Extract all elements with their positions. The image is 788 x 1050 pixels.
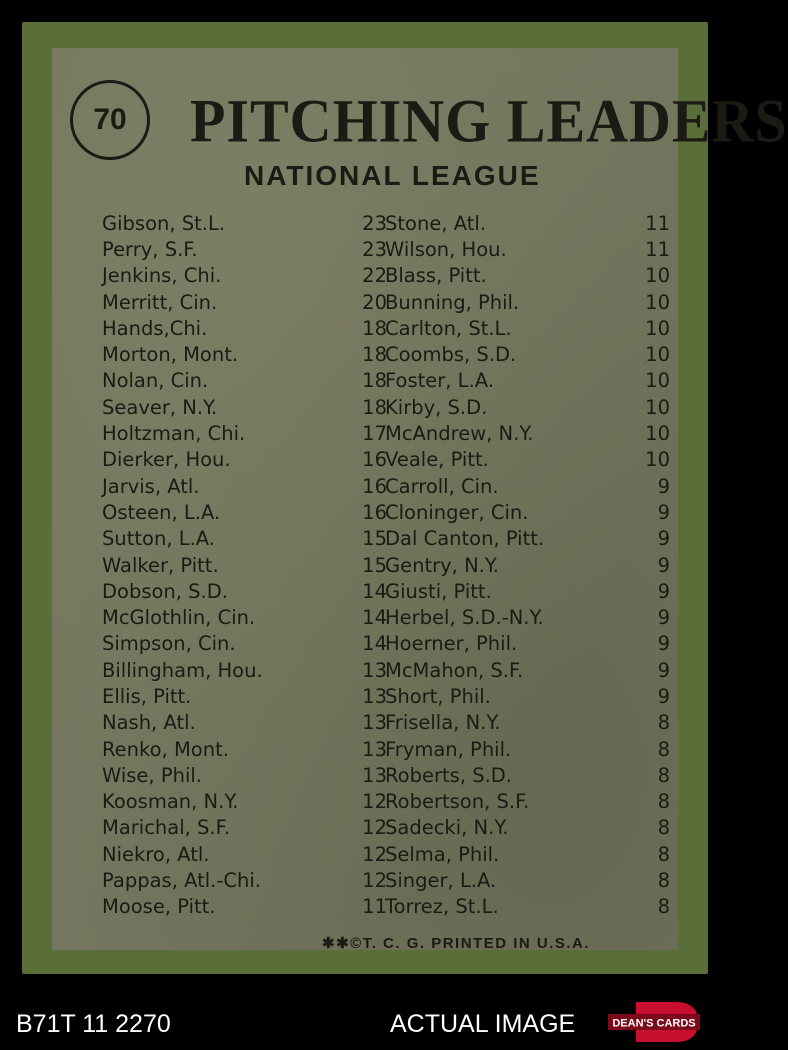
leader-row (102, 447, 387, 473)
leader-row (385, 289, 670, 315)
leader-row (385, 657, 670, 683)
leader-row (102, 526, 387, 552)
pitcher-name: Pappas, Atl.-Chi. (102, 869, 261, 893)
pitcher-wins: 18 (362, 343, 387, 367)
pitcher-wins: 13 (362, 658, 387, 682)
pitcher-name: Perry, S.F. (102, 237, 198, 261)
pitcher-wins: 16 (362, 448, 387, 472)
leader-row (385, 894, 670, 920)
leader-row (385, 499, 670, 525)
pitcher-name: Dobson, S.D. (102, 579, 228, 603)
pitcher-wins: 9 (657, 579, 670, 603)
pitcher-wins: 9 (657, 658, 670, 682)
leader-row (102, 683, 387, 709)
pitcher-wins: 10 (645, 316, 670, 340)
pitcher-wins: 23 (362, 211, 387, 235)
pitcher-name: Ellis, Pitt. (102, 684, 192, 708)
pitcher-wins: 11 (645, 237, 670, 261)
pitcher-wins: 20 (362, 290, 387, 314)
pitcher-name: Seaver, N.Y. (102, 395, 218, 419)
leader-row (102, 631, 387, 657)
leader-row (102, 762, 387, 788)
pitcher-name: Bunning, Phil. (385, 290, 520, 314)
pitcher-name: Sutton, L.A. (102, 527, 215, 551)
pitcher-name: Wise, Phil. (102, 763, 202, 787)
pitcher-name: Koosman, N.Y. (102, 790, 239, 814)
pitcher-name: Singer, L.A. (385, 869, 497, 893)
leader-row (102, 263, 387, 289)
pitcher-wins: 14 (362, 632, 387, 656)
pitcher-wins: 12 (362, 816, 387, 840)
pitcher-wins: 11 (645, 211, 670, 235)
leader-row (102, 473, 387, 499)
leader-row (385, 394, 670, 420)
pitcher-wins: 8 (657, 895, 670, 919)
pitcher-wins: 13 (362, 763, 387, 787)
pitcher-name: Gibson, St.L. (102, 211, 226, 235)
pitcher-name: Veale, Pitt. (385, 448, 489, 472)
pitcher-name: Jenkins, Chi. (102, 264, 222, 288)
leader-row (385, 210, 670, 236)
pitcher-name: Blass, Pitt. (385, 264, 487, 288)
pitcher-name: Simpson, Cin. (102, 632, 236, 656)
leader-row (102, 315, 387, 341)
pitcher-wins: 10 (645, 395, 670, 419)
leader-row (102, 736, 387, 762)
leader-row (102, 841, 387, 867)
pitcher-name: Stone, Atl. (385, 211, 486, 235)
leader-row (385, 841, 670, 867)
pitcher-name: McGlothlin, Cin. (102, 606, 256, 630)
leader-row (385, 736, 670, 762)
leader-row (102, 368, 387, 394)
leader-row (102, 499, 387, 525)
leader-row (385, 552, 670, 578)
right-leader-list (385, 210, 670, 920)
pitcher-name: Nolan, Cin. (102, 369, 209, 393)
pitcher-name: Short, Phil. (385, 684, 491, 708)
pitcher-wins: 8 (657, 869, 670, 893)
pitcher-wins: 14 (362, 579, 387, 603)
pitcher-wins: 12 (362, 790, 387, 814)
leader-row (102, 894, 387, 920)
leader-row (385, 710, 670, 736)
pitcher-wins: 15 (362, 553, 387, 577)
leader-row (102, 578, 387, 604)
pitcher-name: Torrez, St.L. (385, 895, 499, 919)
pitcher-name: Herbel, S.D.-N.Y. (385, 606, 544, 630)
pitcher-wins: 11 (362, 895, 387, 919)
deans-cards-logo (606, 1000, 702, 1044)
leader-row (385, 315, 670, 341)
pitcher-name: Holtzman, Chi. (102, 422, 246, 446)
pitcher-wins: 23 (362, 237, 387, 261)
pitcher-wins: 10 (645, 369, 670, 393)
pitcher-wins: 8 (657, 842, 670, 866)
pitcher-name: Fryman, Phil. (385, 737, 512, 761)
leader-row (385, 867, 670, 893)
pitcher-name: Dal Canton, Pitt. (385, 527, 545, 551)
pitcher-name: Robertson, S.F. (385, 790, 530, 814)
pitcher-name: Marichal, S.F. (102, 816, 230, 840)
leader-row (102, 604, 387, 630)
pitcher-wins: 12 (362, 842, 387, 866)
pitcher-wins: 9 (657, 553, 670, 577)
pitcher-wins: 8 (657, 711, 670, 735)
leader-row (102, 210, 387, 236)
pitcher-name: Merritt, Cin. (102, 290, 218, 314)
pitcher-name: Moose, Pitt. (102, 895, 216, 919)
pitcher-name: Kirby, S.D. (385, 395, 488, 419)
actual-image-label: ACTUAL IMAGE (390, 1010, 576, 1038)
copyright-line: ✱✱©T. C. G. PRINTED IN U.S.A. (322, 935, 591, 952)
leader-row (102, 710, 387, 736)
pitcher-wins: 18 (362, 369, 387, 393)
pitcher-name: Renko, Mont. (102, 737, 229, 761)
leader-row (102, 789, 387, 815)
leader-row (385, 526, 670, 552)
inventory-code: B71T 11 2270 (16, 1010, 171, 1038)
pitcher-name: Hoerner, Phil. (385, 632, 518, 656)
pitcher-name: Gentry, N.Y. (385, 553, 500, 577)
pitcher-name: Nash, Atl. (102, 711, 196, 735)
pitcher-name: Foster, L.A. (385, 369, 494, 393)
pitcher-wins: 10 (645, 343, 670, 367)
pitcher-wins: 17 (362, 422, 387, 446)
pitcher-wins: 8 (657, 816, 670, 840)
pitcher-wins: 13 (362, 711, 387, 735)
pitcher-name: Dierker, Hou. (102, 448, 231, 472)
logo-text: DEAN'S CARDS (612, 1017, 696, 1030)
pitcher-wins: 18 (362, 316, 387, 340)
pitcher-name: Coombs, S.D. (385, 343, 517, 367)
pitcher-name: Niekro, Atl. (102, 842, 210, 866)
pitcher-wins: 16 (362, 500, 387, 524)
leader-row (385, 473, 670, 499)
pitcher-name: Osteen, L.A. (102, 500, 221, 524)
leader-row (102, 815, 387, 841)
leader-row (102, 236, 387, 262)
leader-row (385, 762, 670, 788)
leader-row (385, 341, 670, 367)
card-subtitle: NATIONAL LEAGUE (244, 160, 541, 191)
pitcher-wins: 9 (657, 500, 670, 524)
card-number-badge: 70 (70, 80, 150, 160)
leader-row (102, 657, 387, 683)
pitcher-wins: 13 (362, 684, 387, 708)
pitcher-wins: 10 (645, 422, 670, 446)
pitcher-name: Cloninger, Cin. (385, 500, 529, 524)
pitcher-wins: 14 (362, 606, 387, 630)
leader-row (102, 394, 387, 420)
pitcher-name: Carlton, St.L. (385, 316, 512, 340)
leader-row (102, 867, 387, 893)
pitcher-name: McMahon, S.F. (385, 658, 524, 682)
leader-row (385, 604, 670, 630)
pitcher-name: Morton, Mont. (102, 343, 239, 367)
leader-row (385, 420, 670, 446)
leader-row (385, 263, 670, 289)
pitcher-wins: 16 (362, 474, 387, 498)
pitcher-wins: 8 (657, 737, 670, 761)
pitcher-wins: 10 (645, 290, 670, 314)
pitcher-name: Hands,Chi. (102, 316, 208, 340)
pitcher-name: Frisella, N.Y. (385, 711, 501, 735)
pitcher-name: McAndrew, N.Y. (385, 422, 534, 446)
pitcher-name: Walker, Pitt. (102, 553, 219, 577)
pitcher-name: Giusti, Pitt. (385, 579, 492, 603)
leader-row (102, 341, 387, 367)
pitcher-wins: 9 (657, 684, 670, 708)
pitcher-wins: 13 (362, 737, 387, 761)
pitcher-name: Wilson, Hou. (385, 237, 507, 261)
pitcher-name: Selma, Phil. (385, 842, 500, 866)
pitcher-name: Jarvis, Atl. (102, 474, 200, 498)
pitcher-wins: 9 (657, 632, 670, 656)
pitcher-wins: 22 (362, 264, 387, 288)
pitcher-name: Sadecki, N.Y. (385, 816, 509, 840)
leader-row (102, 552, 387, 578)
leader-row (102, 289, 387, 315)
leader-row (385, 683, 670, 709)
card-title: PITCHING LEADERS (190, 87, 788, 156)
leader-row (102, 420, 387, 446)
pitcher-wins: 15 (362, 527, 387, 551)
card-border (22, 22, 788, 974)
pitcher-wins: 8 (657, 763, 670, 787)
leader-row (385, 447, 670, 473)
leader-row (385, 815, 670, 841)
left-leader-list (102, 210, 387, 920)
pitcher-wins: 18 (362, 395, 387, 419)
pitcher-name: Roberts, S.D. (385, 763, 512, 787)
pitcher-wins: 10 (645, 448, 670, 472)
pitcher-wins: 9 (657, 474, 670, 498)
pitcher-wins: 8 (657, 790, 670, 814)
pitcher-wins: 10 (645, 264, 670, 288)
leader-row (385, 236, 670, 262)
pitcher-name: Billingham, Hou. (102, 658, 263, 682)
pitcher-wins: 9 (657, 606, 670, 630)
pitcher-wins: 12 (362, 869, 387, 893)
leader-row (385, 368, 670, 394)
leader-row (385, 789, 670, 815)
pitcher-name: Carroll, Cin. (385, 474, 499, 498)
leader-row (385, 631, 670, 657)
pitcher-wins: 9 (657, 527, 670, 551)
leader-row (385, 578, 670, 604)
